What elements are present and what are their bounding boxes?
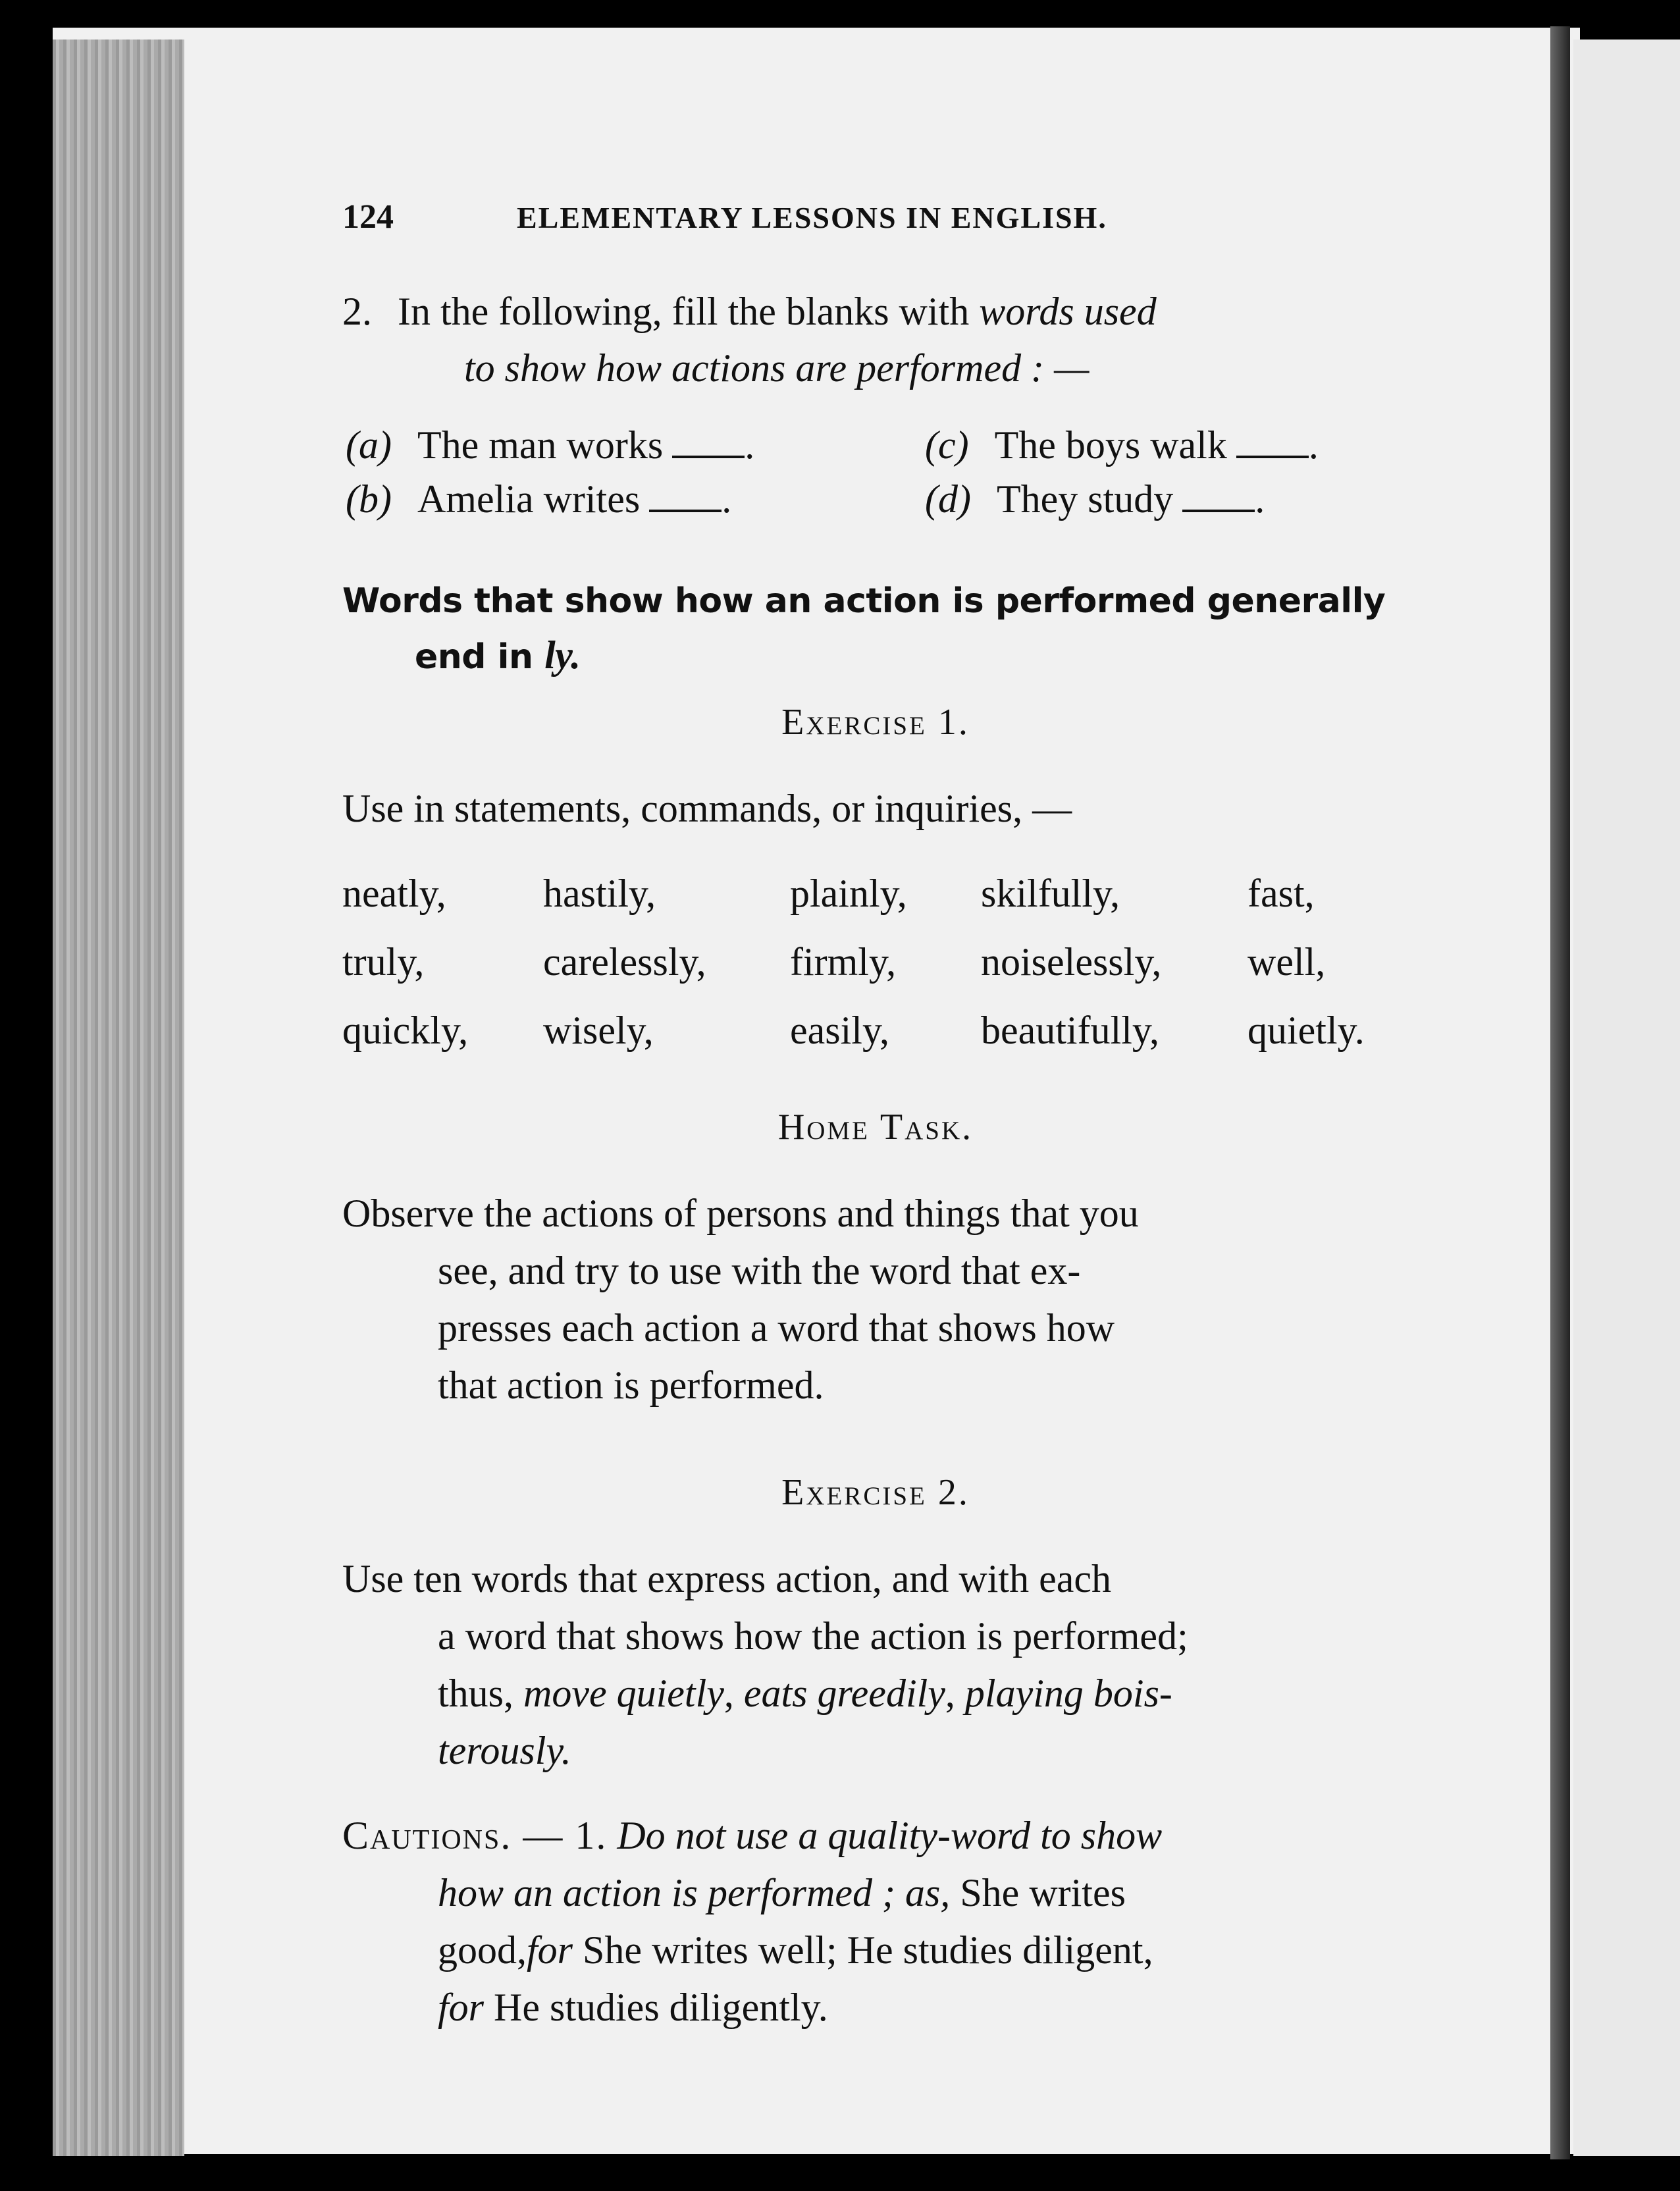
running-title: ELEMENTARY LESSONS IN ENGLISH. — [517, 201, 1107, 234]
word-column-4 — [981, 859, 1161, 1065]
home-task-line1: Observe the actions of persons and things that you — [342, 1192, 1139, 1235]
fill-item-d: (d) They study . — [925, 477, 1265, 521]
fill-item-b: (b) Amelia writes . — [346, 477, 732, 521]
cautions-line3: good,for She writes well; He studies diligent, — [438, 1928, 1153, 1972]
word: neatly, — [342, 872, 446, 915]
word-column-3 — [790, 859, 907, 1065]
instruction-2-line2: to show how actions are performed : — — [464, 346, 1089, 390]
exercise-2-line1: Use ten words that express action, and with each — [342, 1557, 1111, 1600]
facing-page-edge — [1573, 40, 1680, 2156]
rule-line1: Words that show how an action is performed generally — [342, 581, 1386, 621]
book-spine — [1550, 26, 1570, 2159]
rule-line2: end in ly. — [415, 633, 581, 677]
word: quickly, — [342, 1009, 469, 1052]
exercise-2-line3: thus, move quietly, eats greedily, playing bois- — [438, 1672, 1172, 1715]
word: plainly, — [790, 872, 907, 915]
page-header — [342, 198, 1409, 244]
word-column-2 — [543, 859, 706, 1065]
word: beautifully, — [981, 1009, 1160, 1052]
exercise-2-line4: terously. — [438, 1729, 571, 1772]
page-number: 124 — [342, 198, 394, 236]
exercise-1-heading: Exercise 1. — [781, 702, 970, 743]
home-task-line4: that action is performed. — [438, 1363, 824, 1407]
word-column-5 — [1247, 859, 1365, 1065]
cautions-line2: how an action is performed ; as, She writes — [438, 1871, 1126, 1914]
page-edge-stack — [53, 40, 184, 2156]
blank-line — [1182, 494, 1255, 512]
cautions-line1: Cautions. — 1. Do not use a quality-word to show — [342, 1814, 1163, 1857]
word: truly, — [342, 940, 425, 984]
fill-item-c: (c) The boys walk . — [925, 423, 1319, 467]
word: carelessly, — [543, 940, 706, 984]
cautions-line4: for He studies diligently. — [438, 1986, 828, 2029]
instruction-2-line1: 2. In the following, fill the blanks with words used — [342, 290, 1157, 333]
exercise-2-line2: a word that shows how the action is performed; — [438, 1614, 1188, 1658]
home-task-line2: see, and try to use with the word that ex- — [438, 1249, 1081, 1292]
word: firmly, — [790, 940, 897, 984]
word: skilfully, — [981, 872, 1120, 915]
word-column-1 — [342, 859, 468, 1065]
blank-line — [672, 440, 745, 458]
word: wisely, — [543, 1009, 654, 1052]
exercise-2-heading: Exercise 2. — [781, 1472, 970, 1513]
word: hastily, — [543, 872, 656, 915]
word: noiselessly, — [981, 940, 1162, 984]
exercise-1-instruction: Use in statements, commands, or inquiries, — — [342, 787, 1072, 830]
word: fast, — [1247, 872, 1315, 915]
word: easily, — [790, 1009, 890, 1052]
blank-line — [1236, 440, 1309, 458]
home-task-heading: Home Task. — [777, 1107, 974, 1148]
home-task-line3: presses each action a word that shows how — [438, 1306, 1115, 1350]
blank-line — [649, 494, 722, 512]
word: well, — [1247, 940, 1326, 984]
word: quietly. — [1247, 1009, 1365, 1052]
fill-item-a: (a) The man works . — [346, 423, 755, 467]
